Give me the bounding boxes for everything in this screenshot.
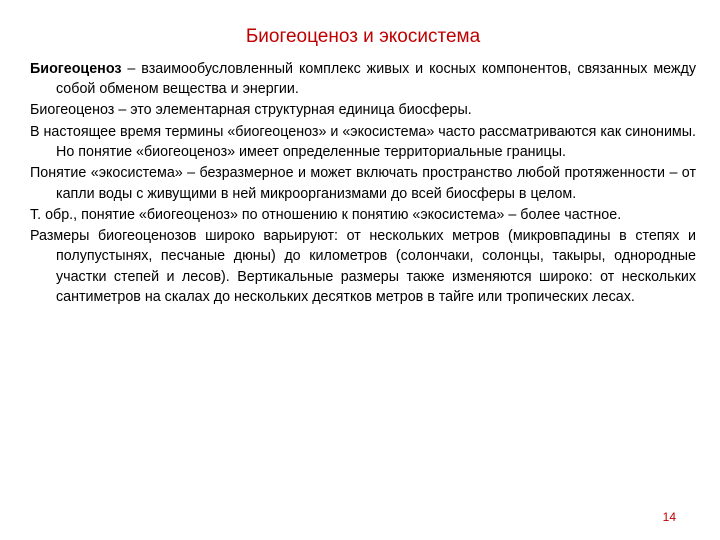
paragraph-text: Размеры биогеоценозов широко варьируют: от нескольких метров (микровпадины в степях и полупустынях, песчаные дюны) до километров (солончаки, солонцы, такыры, однородные участки степей и лесов). Вертикальные размеры также изменяются широко: от нескольких сантиметров на скалах до нескольких десятков метров в тайге или тропических лесах. [30,228,696,306]
paragraph-text: Т. обр., понятие «биогеоценоз» по отношению к понятию «экосистема» – более частное. [30,206,622,223]
paragraph [30,59,696,100]
paragraph-text: Биогеоценоз – это элементарная структурная единица биосферы. [30,102,472,119]
slide-body [30,59,696,308]
paragraph [30,100,696,120]
paragraph-text: Понятие «экосистема» – безразмерное и может включать пространство любой протяженности – от капли воды с живущими в ней микроорганизмами до всей биосферы в целом. [30,165,696,202]
page-title: Биогеоценоз и экосистема [245,26,481,47]
paragraph [30,122,696,163]
paragraph [30,226,696,307]
page-number: 14 [662,510,676,524]
paragraph [30,205,696,225]
term-biogeocenosis: Биогеоценоз [30,60,122,77]
paragraph [30,163,696,204]
paragraph-text: – взаимообусловленный комплекс живых и косных компонентов, связанных между собой обменом вещества и энергии. [56,60,696,98]
paragraph-text: В настоящее время термины «биогеоценоз» и «экосистема» часто рассматриваются как синонимы. Но понятие «биогеоценоз» имеет определенные территориальные границы. [30,123,697,160]
